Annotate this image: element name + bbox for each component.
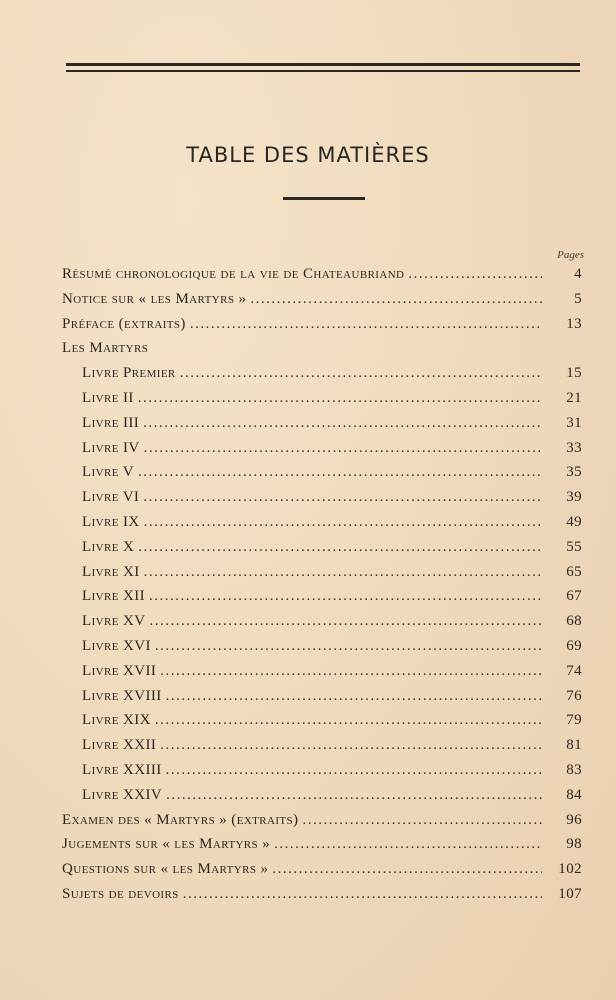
toc-entry-label: Livre XXIV bbox=[82, 786, 163, 803]
toc-entry-label: Livre XXIII bbox=[82, 762, 162, 778]
toc-entry[interactable] bbox=[62, 291, 582, 315]
toc-entry-label: Livre VI bbox=[82, 489, 140, 506]
toc-leader-dots bbox=[183, 886, 542, 903]
toc-entry[interactable] bbox=[82, 514, 582, 538]
toc-entry-label: Livre XI bbox=[82, 563, 140, 580]
top-rule-thin bbox=[66, 70, 580, 72]
toc-entry-page-number: 13 bbox=[566, 315, 582, 332]
toc-entry-label: Sujets de devoirs bbox=[62, 886, 179, 902]
toc-leader-dots bbox=[144, 440, 542, 457]
toc-leader-dots bbox=[190, 316, 542, 333]
toc-entry[interactable] bbox=[62, 316, 582, 340]
toc-entry-page-number: 107 bbox=[558, 886, 582, 902]
toc-leader-dots bbox=[302, 812, 542, 829]
toc-leader-dots bbox=[143, 489, 542, 506]
toc-entry[interactable] bbox=[82, 539, 582, 563]
toc-entry-page-number: 4 bbox=[574, 266, 582, 282]
toc-leader-dots bbox=[408, 266, 542, 283]
toc-entry-label: Livre XV bbox=[82, 613, 146, 630]
top-double-rule bbox=[66, 63, 580, 74]
toc-entry[interactable] bbox=[82, 762, 582, 786]
toc-entry-label: Examen des « Martyrs » (extraits) bbox=[62, 811, 299, 828]
toc-entry-page-number: 74 bbox=[566, 662, 582, 679]
toc-entry-page-number: 102 bbox=[558, 861, 582, 878]
toc-entry[interactable] bbox=[82, 440, 582, 464]
toc-entry-label: Livre XVIII bbox=[82, 687, 162, 704]
toc-entry[interactable] bbox=[62, 861, 582, 885]
toc-entry-label: Livre III bbox=[82, 414, 140, 431]
toc-leader-dots bbox=[160, 663, 542, 680]
toc-leader-dots bbox=[143, 415, 542, 432]
toc-entry[interactable] bbox=[62, 886, 582, 910]
toc-entry[interactable] bbox=[82, 613, 582, 637]
toc-leader-dots bbox=[250, 291, 542, 308]
toc-leader-dots bbox=[138, 464, 542, 481]
toc-entry-page-number: 35 bbox=[566, 464, 582, 481]
toc-leader-dots bbox=[166, 688, 542, 705]
toc-entry-page-number: 15 bbox=[566, 365, 582, 382]
toc-entry-label: Livre X bbox=[82, 538, 135, 555]
page-title: TABLE DES MATIÈRES bbox=[186, 143, 430, 167]
toc-entry-label: Livre IX bbox=[82, 514, 140, 530]
toc-entry[interactable] bbox=[82, 663, 582, 687]
toc-entry[interactable] bbox=[82, 688, 582, 712]
toc-entry[interactable] bbox=[82, 365, 582, 389]
toc-entry-label: Jugements sur « les Martyrs » bbox=[62, 836, 271, 853]
toc-leader-dots bbox=[138, 390, 542, 407]
toc-entry-page-number: 39 bbox=[566, 489, 582, 506]
toc-entry-label: Livre XVI bbox=[82, 638, 151, 654]
pages-column-header: Pages bbox=[557, 249, 584, 261]
toc-entry[interactable] bbox=[82, 638, 582, 662]
toc-leader-dots bbox=[149, 613, 542, 630]
toc-entry-label: Livre XVII bbox=[82, 662, 157, 679]
toc-entry-page-number: 31 bbox=[566, 414, 582, 431]
toc-leader-dots bbox=[166, 787, 542, 804]
toc-entry-page-number: 76 bbox=[566, 687, 582, 704]
toc-entry-page-number: 65 bbox=[566, 563, 582, 580]
toc-entry-page-number: 33 bbox=[566, 439, 582, 456]
toc-entry-page-number: 83 bbox=[566, 762, 582, 778]
toc-entry-label: Livre XII bbox=[82, 588, 145, 605]
toc-entry[interactable] bbox=[82, 787, 582, 811]
toc-leader-dots bbox=[149, 588, 542, 605]
toc-entry-label: Préface (extraits) bbox=[62, 315, 186, 332]
toc-leader-dots bbox=[155, 638, 542, 655]
toc-entry-label: Livre IV bbox=[82, 439, 140, 456]
toc-entry[interactable] bbox=[62, 836, 582, 860]
toc-entry-page-number: 69 bbox=[566, 638, 582, 654]
toc-entry[interactable] bbox=[82, 464, 582, 488]
toc-entry-page-number: 67 bbox=[566, 588, 582, 605]
section-heading: Les Martyrs bbox=[62, 340, 149, 357]
toc-entry-label: Résumé chronologique de la vie de Chateaubriand bbox=[62, 266, 405, 282]
toc-leader-dots bbox=[272, 861, 542, 878]
toc-leader-dots bbox=[138, 539, 542, 556]
toc-entry[interactable] bbox=[82, 415, 582, 439]
toc-entry-label: Livre XIX bbox=[82, 712, 151, 729]
toc-leader-dots bbox=[160, 737, 542, 754]
toc-entry[interactable] bbox=[82, 712, 582, 736]
toc-entry-page-number: 84 bbox=[566, 786, 582, 803]
toc-entry[interactable] bbox=[82, 737, 582, 761]
toc-entry-page-number: 5 bbox=[574, 290, 582, 307]
toc-entry-page-number: 55 bbox=[566, 538, 582, 555]
toc-entry-page-number: 98 bbox=[566, 836, 582, 853]
toc-entry[interactable] bbox=[62, 812, 582, 836]
toc-entry-page-number: 96 bbox=[566, 811, 582, 828]
toc-leader-dots bbox=[155, 712, 542, 729]
toc-entry-page-number: 81 bbox=[566, 737, 582, 754]
toc-entry-label: Livre Premier bbox=[82, 365, 176, 382]
toc-leader-dots bbox=[144, 514, 542, 531]
title-underline bbox=[283, 197, 365, 200]
toc-leader-dots bbox=[274, 836, 542, 853]
toc-entry[interactable] bbox=[82, 489, 582, 513]
toc-leader-dots bbox=[166, 762, 542, 779]
toc-entry-page-number: 79 bbox=[566, 712, 582, 729]
toc-entry-label: Livre II bbox=[82, 390, 134, 406]
toc-entry-label: Questions sur « les Martyrs » bbox=[62, 861, 269, 878]
toc-entry[interactable] bbox=[82, 588, 582, 612]
toc-leader-dots bbox=[180, 365, 542, 382]
top-rule-thick bbox=[66, 63, 580, 66]
toc-entry[interactable] bbox=[82, 390, 582, 414]
toc-entry[interactable] bbox=[82, 564, 582, 588]
toc-entry-page-number: 68 bbox=[566, 613, 582, 630]
toc-entry-label: Livre XXII bbox=[82, 737, 157, 754]
toc-entry[interactable] bbox=[62, 266, 582, 290]
toc-entry-page-number: 49 bbox=[566, 514, 582, 530]
toc-leader-dots bbox=[144, 564, 542, 581]
toc-entry-label: Notice sur « les Martyrs » bbox=[62, 290, 247, 307]
toc-entry-page-number: 21 bbox=[566, 390, 582, 406]
toc-entry-label: Livre V bbox=[82, 464, 134, 481]
